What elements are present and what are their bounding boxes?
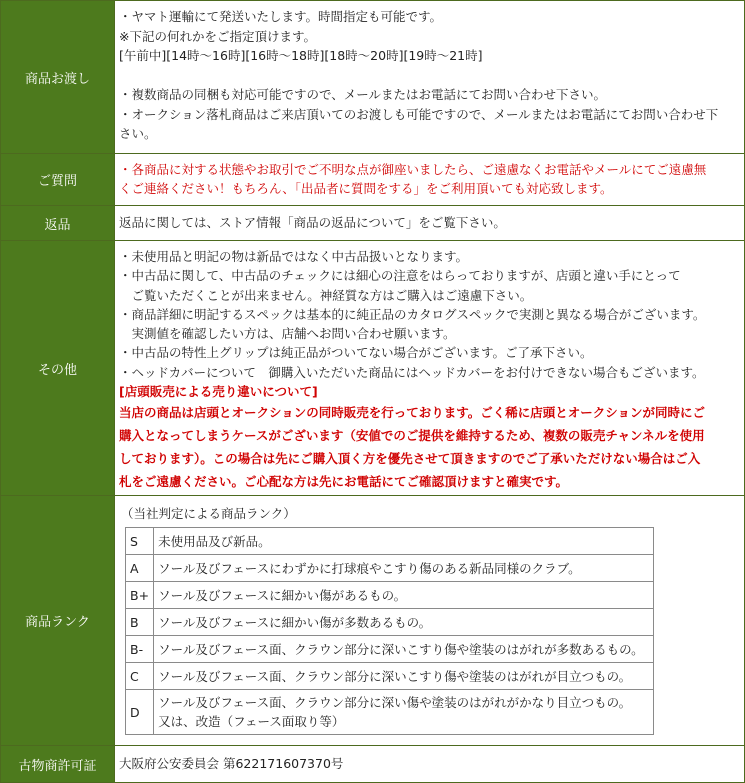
rank-desc: ソール及びフェース面、クラウン部分に深いこすり傷や塗装のはがれが目立つもの。 (154, 663, 654, 690)
delivery-content (115, 1, 744, 153)
rank-desc: ソール及びフェース面、クラウン部分に深いこすり傷や塗装のはがれが多数あるもの。 (154, 636, 654, 663)
delivery-line: ・複数商品の同梱も対応可能ですので、メールまたはお電話にてお問い合わせ下さい。 (119, 87, 607, 102)
rank-row (1, 496, 744, 746)
other-line: ・中古品の特性上グリップは純正品がついてない場合がございます。ご了承下さい。 (119, 345, 593, 361)
rank-label: 商品ランク (1, 496, 115, 745)
rank-desc: ソール及びフェースにわずかに打球痕やこすり傷のある新品同様のクラブ。 (154, 555, 654, 582)
delivery-label: 商品お渡し (1, 1, 115, 153)
license-number: 大阪府公安委員会 第622171607370号 (119, 756, 344, 771)
question-line: ・各商品に対する状態やお取引でご不明な点が御座いましたら、ご遠慮なくお電話やメールにてご遠慮無 (119, 162, 707, 177)
rank-key: S (126, 528, 154, 555)
returns-line: 返品に関しては、ストア情報「商品の返品について」をご覧下さい。 (119, 215, 506, 230)
delivery-line: さい。 (119, 126, 157, 141)
notice-title: [店頭販売による売り違いについて] (119, 384, 318, 400)
rank-desc: ソール及びフェースに細かい傷が多数あるもの。 (154, 609, 654, 636)
rank-key: B- (126, 636, 154, 663)
other-line: ・商品詳細に明記するスペックは基本的に純正品のカタログスペックで実測と異なる場合がございます。 (119, 306, 706, 322)
rank-table-row (126, 555, 654, 582)
other-row (1, 241, 744, 496)
rank-table-row (126, 663, 654, 690)
rank-table-row (126, 582, 654, 609)
other-content (115, 241, 744, 495)
rank-table-row (126, 636, 654, 663)
rank-key: B (126, 609, 154, 636)
rank-key: A (126, 555, 154, 582)
rank-key: D (126, 690, 154, 735)
rank-table-row (126, 528, 654, 555)
rank-desc (154, 690, 654, 735)
rank-table-row (126, 690, 654, 735)
rank-table-row (126, 609, 654, 636)
license-content (115, 746, 744, 782)
rank-intro: （当社判定による商品ランク） (121, 506, 296, 521)
rank-table (125, 527, 654, 735)
license-label: 古物商許可証 (1, 746, 115, 782)
notice-line: 札をご遠慮ください。ご心配な方は先にお電話にてご確認頂けますと確実です。 (119, 474, 569, 490)
license-row (1, 746, 744, 782)
notice-line: 購入となってしまうケースがございます（安値でのご提供を維持するため、複数の販売チャンネルを使用 (119, 428, 705, 444)
rank-desc-line: 又は、改造（フェース面取り等） (158, 714, 345, 729)
delivery-row (1, 1, 744, 154)
delivery-blank-line (119, 66, 738, 86)
notice-line: しております）。この場合は先にご購入頂く方を優先させて頂きますのでご了承いただけない場合はご入 (119, 451, 701, 467)
rank-desc-line: ソール及びフェース面、クラウン部分に深い傷や塗装のはがれがかなり目立つもの。 (158, 695, 632, 710)
other-line: ・未使用品と明記の物は新品ではなく中古品扱いとなります。 (119, 249, 469, 264)
other-line: ご覧いただくことが出来ません。神経質な方はご購入はご遠慮下さい。 (119, 287, 533, 303)
delivery-line: ・ヤマト運輸にて発送いたします。時間指定も可能です。 (119, 9, 443, 24)
other-line: ・中古品に関して、中古品のチェックには細心の注意をはらっておりますが、店頭と違い手にとって (119, 268, 681, 284)
other-line: 実測値を確認したい方は、店舗へお問い合わせ願います。 (119, 326, 456, 342)
question-line: くご連絡ください！もちろん、「出品者に質問をする」をご利用頂いても対応致します。 (119, 181, 613, 196)
rank-desc: ソール及びフェースに細かい傷があるもの。 (154, 582, 654, 609)
other-label: その他 (1, 241, 115, 495)
delivery-time-options: [午前中][14時～16時][16時～18時][18時～20時][19時～21時] (119, 48, 483, 63)
question-content (115, 154, 744, 205)
question-label: ご質問 (1, 154, 115, 205)
rank-key: B+ (126, 582, 154, 609)
question-row (1, 154, 744, 206)
other-line: ・ヘッドカバーについて 御購入いただいた商品にはヘッドカバーをお付けできない場合もございます。 (119, 364, 705, 380)
delivery-line: ※下記の何れかをご指定頂けます。 (119, 28, 316, 44)
rank-key: C (126, 663, 154, 690)
delivery-line: ・オークション落札商品はご来店頂いてのお渡しも可能ですので、メールまたはお電話にてお問い合わせ下 (119, 106, 719, 122)
rank-desc: 未使用品及び新品。 (154, 528, 654, 555)
notice-line: 当店の商品は店頭とオークションの同時販売を行っております。ごく稀に店頭とオークションが同時にご (119, 405, 706, 421)
returns-label: 返品 (1, 206, 115, 240)
returns-row (1, 206, 744, 241)
returns-content (115, 206, 744, 240)
